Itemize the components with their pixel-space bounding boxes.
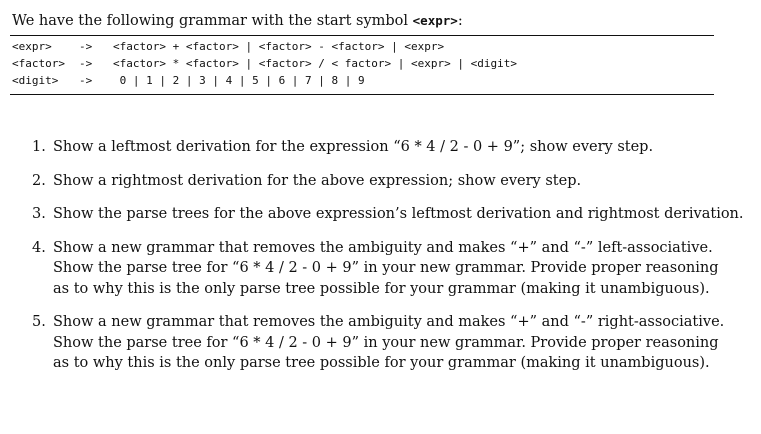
grammar-arrow: -> [79, 57, 93, 70]
start-symbol: <expr> [412, 13, 458, 28]
grammar-block [12, 38, 712, 89]
grammar-rule-expr [12, 38, 712, 55]
grammar-lhs: <expr> [12, 40, 52, 53]
grammar-rule-digit [12, 72, 712, 89]
grammar-rule-factor [12, 55, 712, 72]
grammar-lhs: <factor> [12, 57, 65, 70]
grammar-top-rule [10, 35, 714, 36]
grammar-rhs: <factor> * <factor> | <factor> / < factor> | <expr> | <digit> [113, 57, 517, 70]
intro-sentence [12, 13, 463, 29]
question-text: Show the parse trees for the above expression’s leftmost derivation and rightmost derivation. [53, 206, 744, 222]
question-text: Show a leftmost derivation for the expression “6 * 4 / 2 - 0 + 9”; show every step. [53, 139, 654, 155]
question-text: as to why this is the only parse tree possible for your grammar (making it unambiguous). [53, 355, 710, 371]
intro-suffix: : [457, 13, 463, 29]
question-5 [0, 312, 725, 374]
grammar-rhs: 0 | 1 | 2 | 3 | 4 | 5 | 6 | 7 | 8 | 9 [113, 74, 365, 87]
grammar-lhs: <digit> [12, 74, 59, 87]
question-text: Show the parse tree for “6 * 4 / 2 - 0 + 9” in your new grammar. Provide proper reasoning [53, 260, 719, 276]
grammar-arrow: -> [79, 40, 93, 53]
question-number: 3. [32, 206, 46, 222]
grammar-arrow: -> [79, 74, 93, 87]
question-text: as to why this is the only parse tree possible for your grammar (making it unambiguous). [53, 280, 710, 297]
question-1 [0, 137, 715, 158]
question-number: 2. [32, 172, 46, 189]
question-number: 1. [32, 139, 46, 155]
question-4 [0, 238, 719, 300]
question-text: Show a new grammar that removes the ambiguity and makes “+” and “-” left-associative. [53, 239, 713, 256]
question-text: Show a rightmost derivation for the above expression; show every step. [53, 172, 582, 189]
grammar-rhs: <factor> + <factor> | <factor> - <factor> | <expr> [113, 40, 445, 53]
question-text: Show a new grammar that removes the ambiguity and makes “+” and “-” right-associative. [53, 314, 725, 330]
question-number: 4. [32, 239, 46, 256]
question-2 [0, 171, 715, 192]
question-3 [0, 204, 744, 225]
grammar-bottom-rule [10, 94, 714, 95]
question-list [0, 137, 761, 387]
question-text: Show the parse tree for “6 * 4 / 2 - 0 + 9” in your new grammar. Provide proper reasoning [53, 334, 719, 351]
question-number: 5. [32, 314, 46, 330]
intro-text: We have the following grammar with the start symbol [12, 13, 413, 29]
